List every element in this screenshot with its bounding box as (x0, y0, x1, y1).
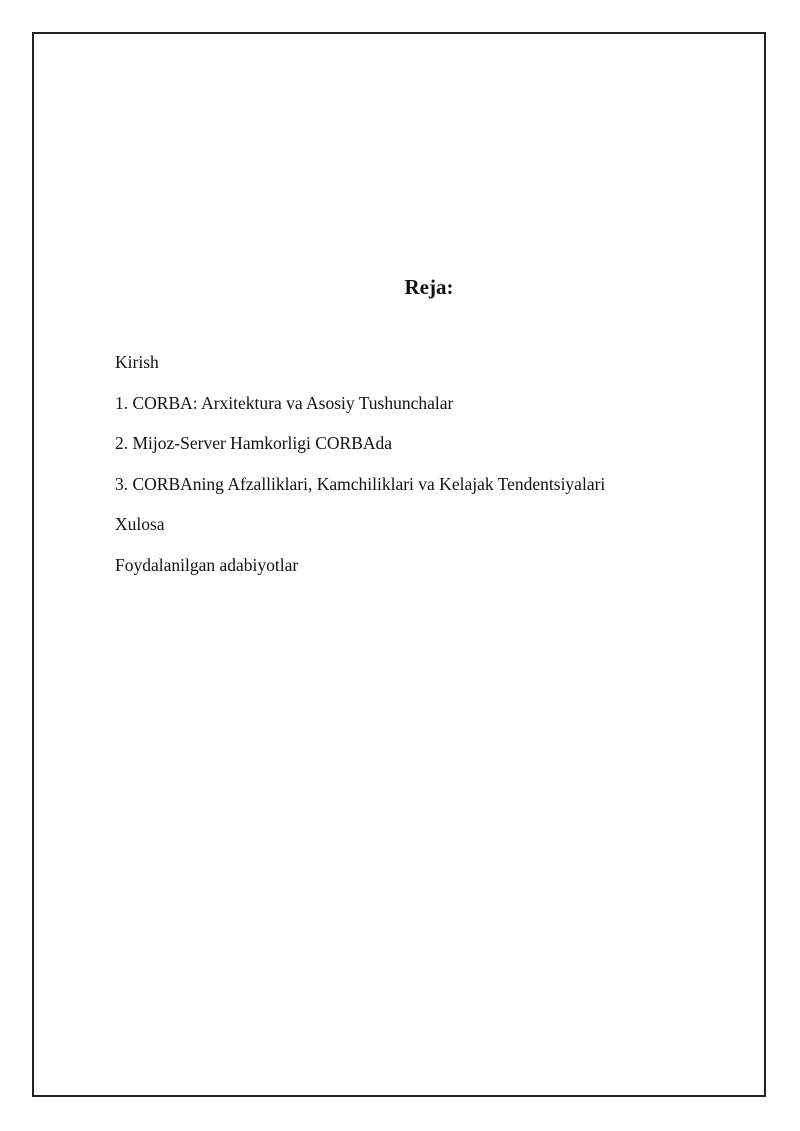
toc-item-introduction: Kirish (115, 352, 159, 372)
toc-item-chapter-1: 1. CORBA: Arxitektura va Asosiy Tushunchalar (115, 392, 454, 413)
toc-item-references: Foydalanilgan adabiyotlar (115, 554, 299, 575)
toc-item-conclusion: Xulosa (115, 514, 165, 534)
toc-item-chapter-2: 2. Mijoz-Server Hamkorligi CORBAda (115, 433, 393, 453)
table-of-contents (115, 350, 605, 593)
toc-item-chapter-3: 3. CORBAning Afzalliklari, Kamchiliklari va Kelajak Tendentsiyalari (115, 473, 606, 494)
page-title: Reja: (404, 275, 454, 299)
